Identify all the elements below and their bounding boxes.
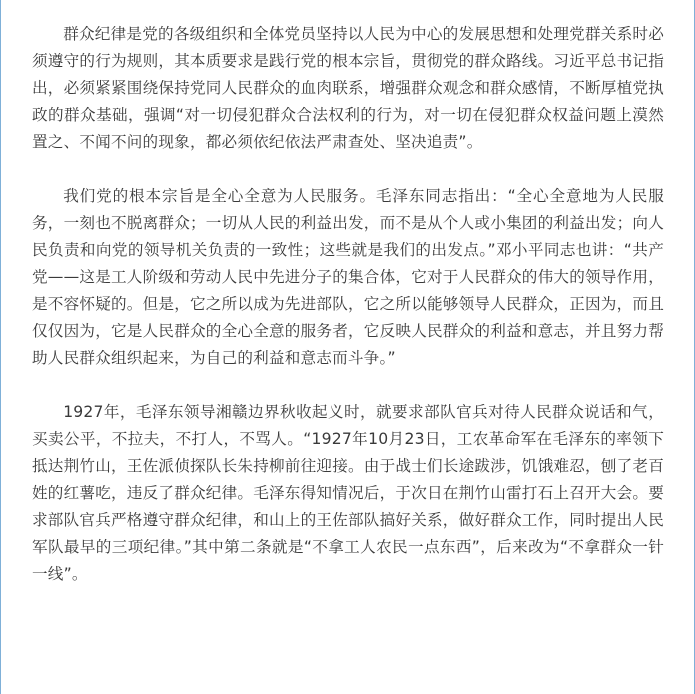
paragraph-3: 1927年，毛泽东领导湘赣边界秋收起义时，就要求部队官兵对待人民群众说话和气，买卖公平，不拉夫，不打人，不骂人。“1927年10月23日，工农革命军在毛泽东的率领下抵达荆竹山，王佐派侦探队长朱持柳前往迎接。由于战士们长途跋涉，饥饿难忍，刨了老百姓的红薯吃，违反了群众纪律。毛泽东得知情况后，于次日在荆竹山雷打石上召开大会。要求部队官兵严格遵守群众纪律，和山上的王佐部队搞好关系，做好群众工作，同时提出人民军队最早的三项纪律。”其中第二条就是“不拿工人农民一点东西”，后来改为“不拿群众一针一线”。 (32, 403, 664, 583)
paragraph-1: 群众纪律是党的各级组织和全体党员坚持以人民为中心的发展思想和处理党群关系时必须遵守的行为规则，其本质要求是践行党的根本宗旨，贯彻党的群众路线。习近平总书记指出，必须紧紧围绕保持党同人民群众的血肉联系，增强群众观念和群众感情，不断厚植党执政的群众基础，强调“对一切侵犯群众合法权利的行为，对一切在侵犯群众权益问题上漠然置之、不闻不问的现象，都必须依纪依法严肃查处、坚决追责”。 (32, 25, 664, 151)
paragraph-2: 我们党的根本宗旨是全心全意为人民服务。毛泽东同志指出：“全心全意地为人民服务，一刻也不脱离群众；一切从人民的利益出发，而不是从个人或小集团的利益出发；向人民负责和向党的领导机关负责的一致性；这些就是我们的出发点。”邓小平同志也讲：“共产党——这是工人阶级和劳动人民中先进分子的集合体，它对于人民群众的伟大的领导作用，是不容怀疑的。但是，它之所以成为先进部队，它之所以能够领导人民群众，正因为，而且仅仅因为，它是人民群众的全心全意的服务者，它反映人民群众的利益和意志，并且努力帮助人民群众组织起来，为自己的利益和意志而斗争。” (32, 187, 664, 367)
article-body (32, 21, 664, 588)
